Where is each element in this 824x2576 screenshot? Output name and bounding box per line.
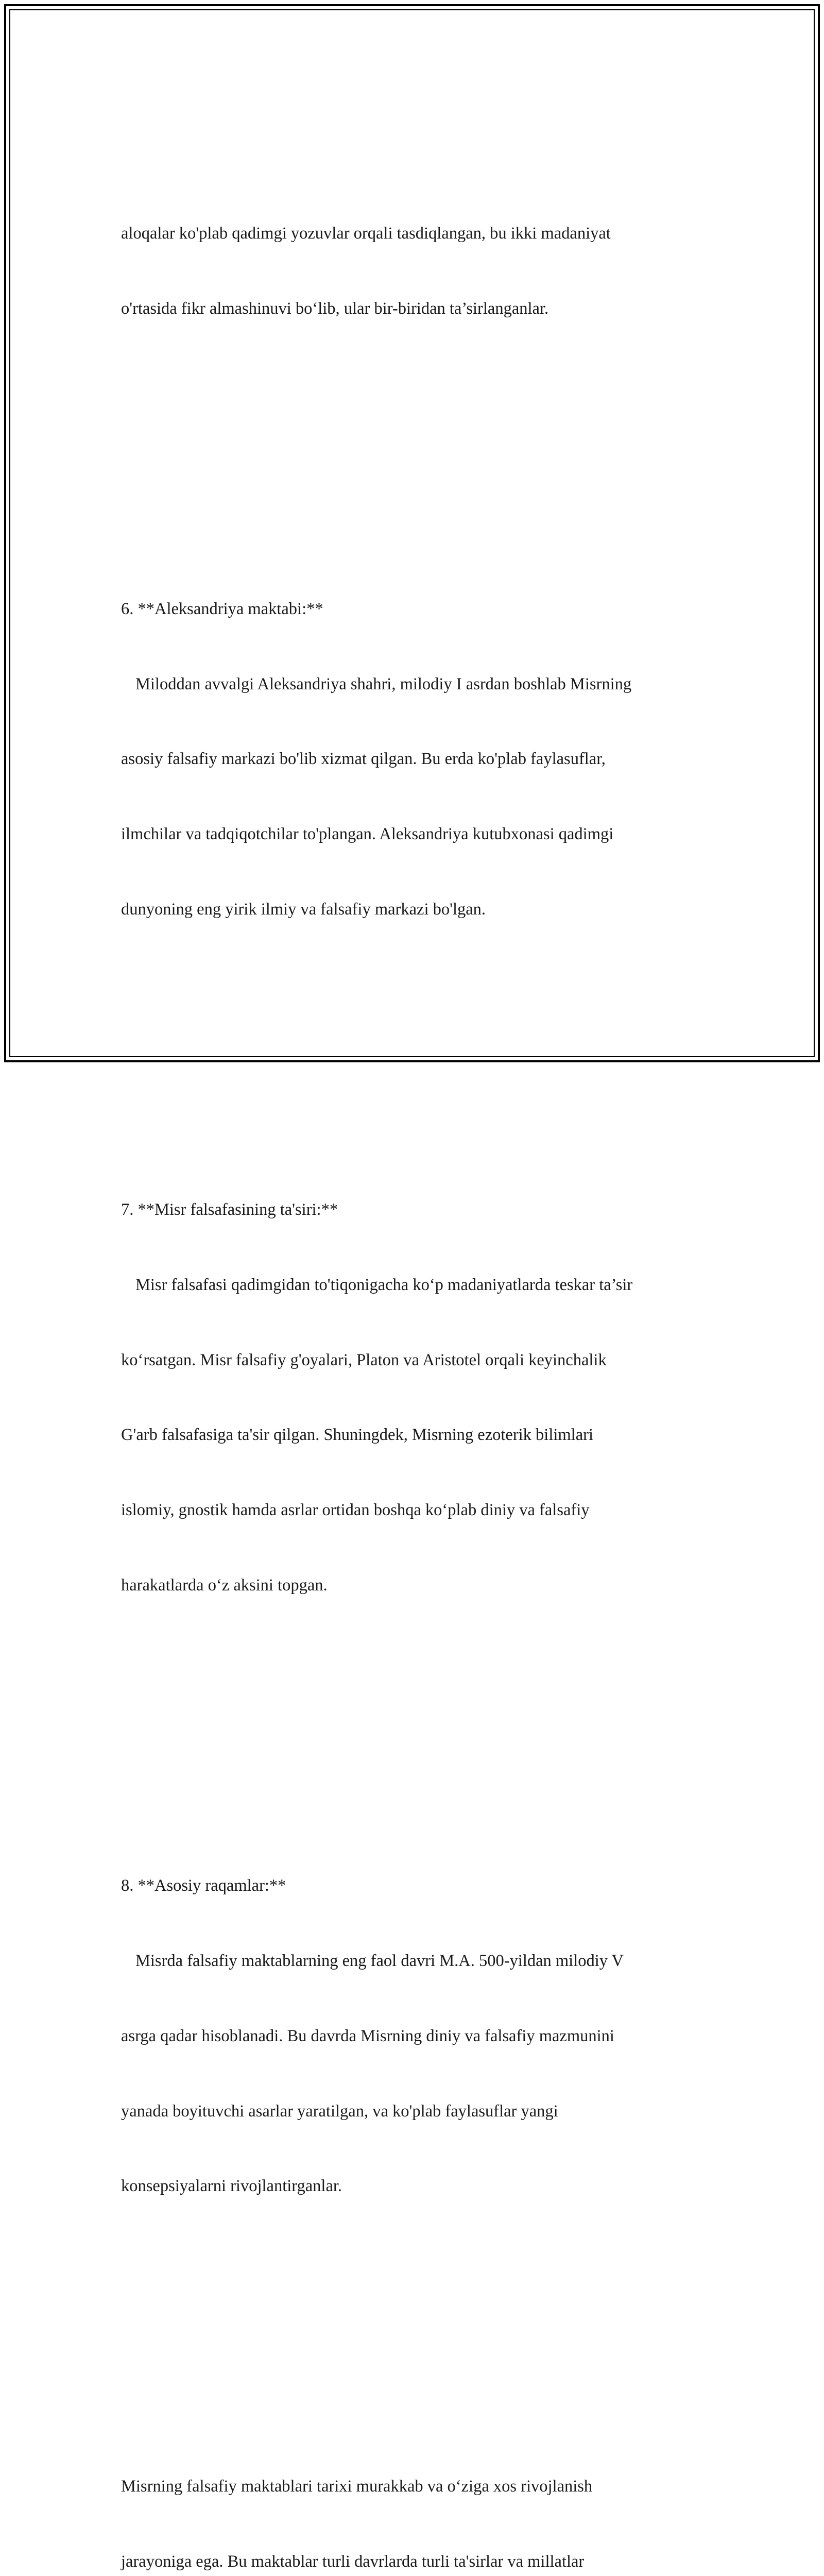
text-line: Miloddan avvalgi Aleksandriya shahri, milodiy I asrdan boshlab Misrning	[135, 674, 632, 693]
text-line: Misrning falsafiy maktablari tarixi murakkab va o‘ziga xos rivojlanish	[121, 2477, 593, 2496]
blank-line	[121, 1723, 703, 1749]
blank-line	[121, 1047, 703, 1073]
intro-paragraph	[121, 171, 703, 371]
section-aleksandriya	[121, 547, 703, 972]
text-line: asrga qadar hisoblanadi. Bu davrda Misrning diniy va falsafiy mazmunini	[121, 2026, 614, 2045]
text-line: o'rtasida fikr almashinuvi bo‘lib, ular bir-biridan ta’sirlanganlar.	[121, 299, 549, 318]
blank-line	[121, 446, 703, 471]
text-line: asosiy falsafiy markazi bo'lib xizmat qilgan. Bu erda ko'plab faylasuflar,	[121, 750, 606, 769]
text-line: Misr falsafasi qadimgidan to'tiqonigacha ko‘p madaniyatlarda teskar ta’sir	[135, 1275, 633, 1294]
text-line: jarayoniga ega. Bu maktablar turli davrlarda turli ta'sirlar va millatlar	[121, 2552, 585, 2571]
text-line: aloqalar ko'plab qadimgi yozuvlar orqali tasdiqlangan, bu ikki madaniyat	[121, 224, 611, 243]
document-body	[121, 96, 703, 2576]
text-line: islomiy, gnostik hamda asrlar ortidan boshqa ko‘plab diniy va falsafiy	[121, 1501, 590, 1520]
section-asosiy-raqamlar	[121, 1823, 703, 2249]
section-misr-tasiri	[121, 1147, 703, 1648]
text-line: konsepsiyalarni rivojlantirganlar.	[121, 2177, 342, 2196]
text-line: dunyoning eng yirik ilmiy va falsafiy markazi bo'lgan.	[121, 900, 486, 919]
section-heading: 6. **Aleksandriya maktabi:**	[121, 599, 323, 618]
text-line: ilmchilar va tadqiqotchilar to'plangan. Aleksandriya kutubxonasi qadimgi	[121, 825, 614, 844]
text-line: yanada boyituvchi asarlar yaratilgan, va ko'plab faylasuflar yangi	[121, 2102, 558, 2121]
section-heading: 8. **Asosiy raqamlar:**	[121, 1876, 286, 1895]
text-line: G'arb falsafasiga ta'sir qilgan. Shuningdek, Misrning ezoterik bilimlari	[121, 1426, 593, 1445]
blank-line	[121, 2324, 703, 2349]
text-line: Misrda falsafiy maktablarning eng faol davri M.A. 500-yildan milodiy V	[135, 1951, 624, 1970]
text-line: harakatlarda o‘z aksini topgan.	[121, 1576, 328, 1595]
conclusion-paragraph	[121, 2424, 703, 2576]
text-line: ko‘rsatgan. Misr falsafiy g'oyalari, Platon va Aristotel orqali keyinchalik	[121, 1350, 607, 1369]
section-heading: 7. **Misr falsafasining ta'siri:**	[121, 1200, 338, 1219]
